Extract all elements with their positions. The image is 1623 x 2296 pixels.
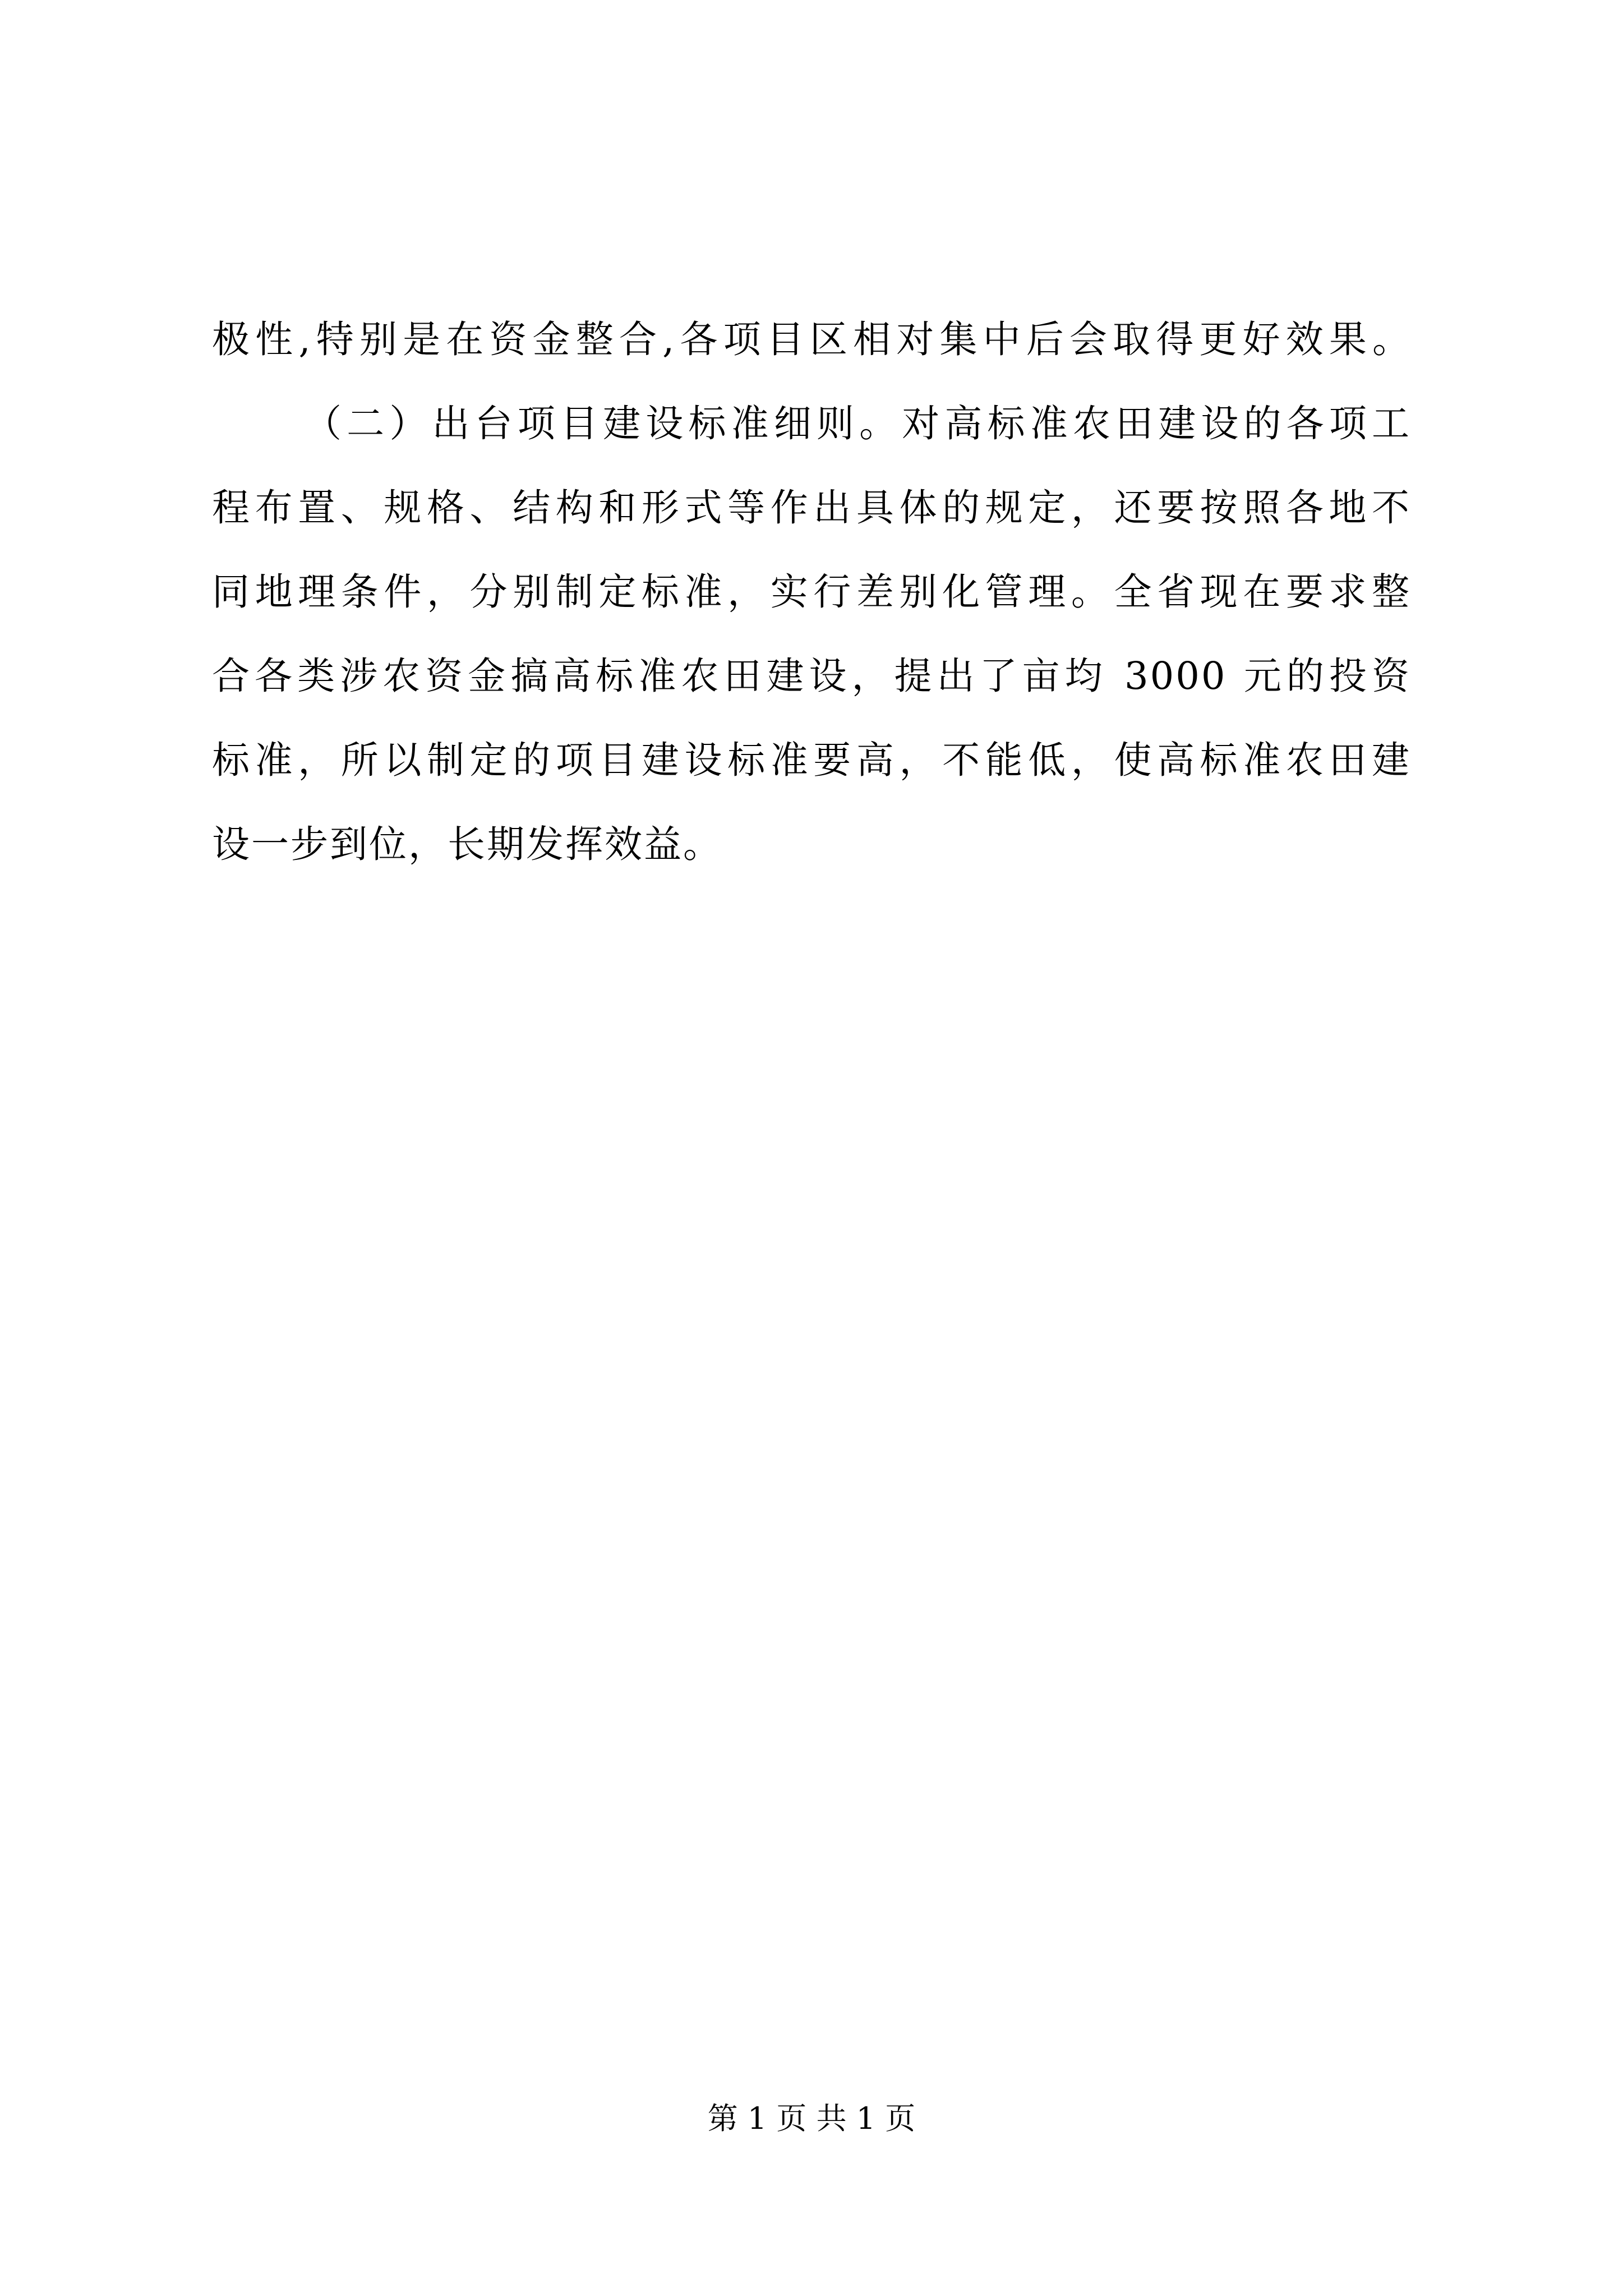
paragraph-line-2: （二）出台项目建设标准细则。对高标准农田建设的各项工 [304,402,1411,445]
paragraph-line-7: 设一步到位，长期发挥效益。 [212,822,722,866]
paragraph-line-5: 合各类涉农资金搞高标准农田建设，提出了亩均 3000 元的投资 [212,654,1411,698]
paragraph-line-3: 程布置、规格、结构和形式等作出具体的规定，还要按照各地不 [212,486,1411,530]
page-number-footer: 第 1 页 共 1 页 [707,2101,916,2136]
paragraph-line-1: 极性,特别是在资金整合,各项目区相对集中后会取得更好效果。 [212,318,1411,361]
paragraph-line-4: 同地理条件，分别制定标准，实行差别化管理。全省现在要求整 [212,570,1411,614]
paragraph-line-6: 标准，所以制定的项目建设标准要高，不能低，使高标准农田建 [212,738,1411,782]
